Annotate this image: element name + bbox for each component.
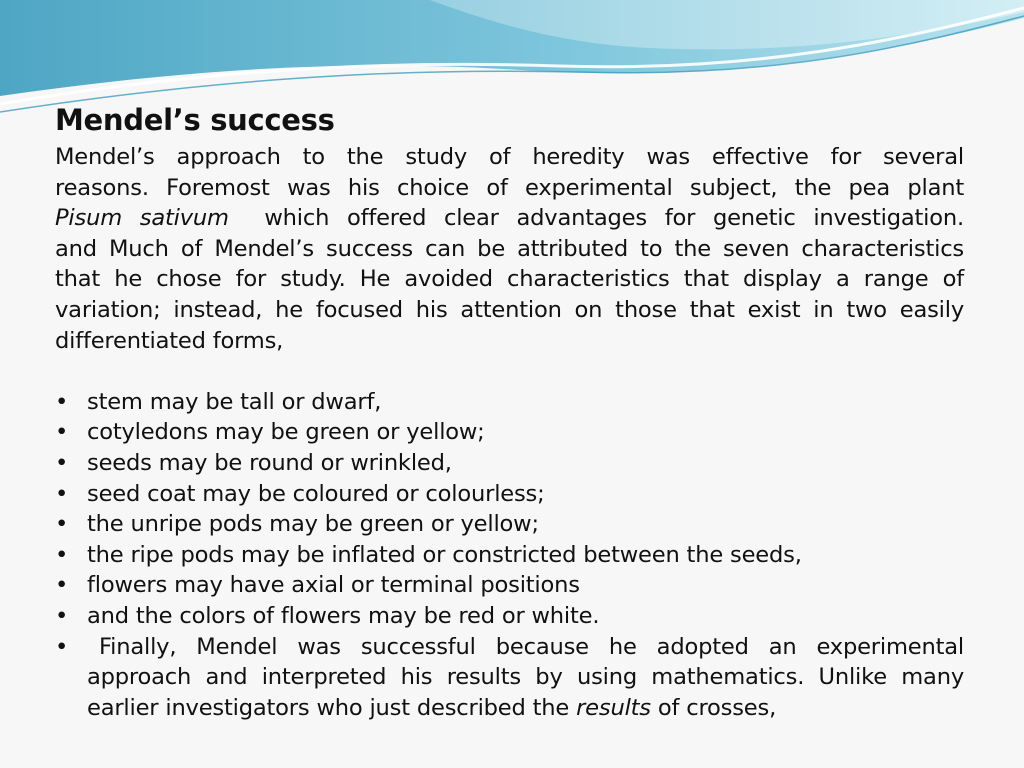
list-item-text: the ripe pods may be inflated or constricted between the seeds, — [87, 541, 802, 568]
final-line-text: earlier investigators who just described the — [87, 694, 577, 721]
list-item — [55, 479, 964, 510]
italic-results: results — [576, 694, 651, 721]
paragraph-line: reasons. Foremost was his choice of experimental subject, the pea plant — [55, 174, 964, 201]
list-item-text: cotyledons may be green or yellow; — [87, 419, 485, 446]
list-item — [55, 540, 964, 571]
final-line: approach and interpreted his results by using mathematics. Unlike many — [87, 664, 964, 691]
list-item-text: stem may be tall or dwarf, — [87, 388, 382, 415]
slide-content — [55, 98, 964, 723]
paragraph-line-text: which offered clear advantages for genetic investigation. — [264, 205, 964, 232]
paragraph-line: that he chose for study. He avoided characteristics that display a range of — [55, 266, 964, 293]
paragraph-line: and Much of Mendel’s success can be attributed to the seven characteristics — [55, 235, 964, 262]
bullet-icon: • — [55, 572, 69, 599]
list-item-text: flowers may have axial or terminal positions — [87, 572, 580, 599]
bullet-icon: • — [55, 419, 69, 446]
bullet-icon: • — [55, 602, 69, 629]
bullet-icon: • — [55, 449, 69, 476]
paragraph-line: variation; instead, he focused his attention on those that exist in two easily — [55, 296, 964, 323]
species-name: Pisum sativum — [55, 205, 229, 232]
slide-title: Mendel’s success — [55, 103, 335, 137]
paragraph-line — [55, 203, 964, 234]
list-item — [55, 509, 964, 540]
list-item — [55, 417, 964, 448]
bullet-icon: • — [55, 541, 69, 568]
final-line — [87, 693, 964, 724]
list-item — [55, 601, 964, 632]
list-item-final — [55, 632, 964, 724]
spacer — [55, 356, 964, 387]
list-item — [55, 387, 964, 418]
list-item-text: the unripe pods may be green or yellow; — [87, 511, 539, 538]
bullet-icon: • — [55, 511, 69, 538]
list-item — [55, 570, 964, 601]
characteristics-list — [55, 387, 964, 724]
final-line: Finally, Mendel was successful because he adopted an experimental — [99, 633, 964, 660]
paragraph-line: differentiated forms, — [55, 327, 284, 354]
bullet-icon: • — [55, 480, 69, 507]
list-item-text: and the colors of flowers may be red or white. — [87, 602, 600, 629]
intro-paragraph — [55, 142, 964, 356]
list-item-text: seed coat may be coloured or colourless; — [87, 480, 545, 507]
bullet-icon: • — [55, 388, 69, 415]
list-item — [55, 448, 964, 479]
paragraph-line: Mendel’s approach to the study of heredity was effective for several — [55, 144, 964, 170]
list-item-text: seeds may be round or wrinkled, — [87, 449, 452, 476]
final-line-text: of crosses, — [650, 694, 777, 721]
bullet-icon: • — [55, 633, 69, 660]
